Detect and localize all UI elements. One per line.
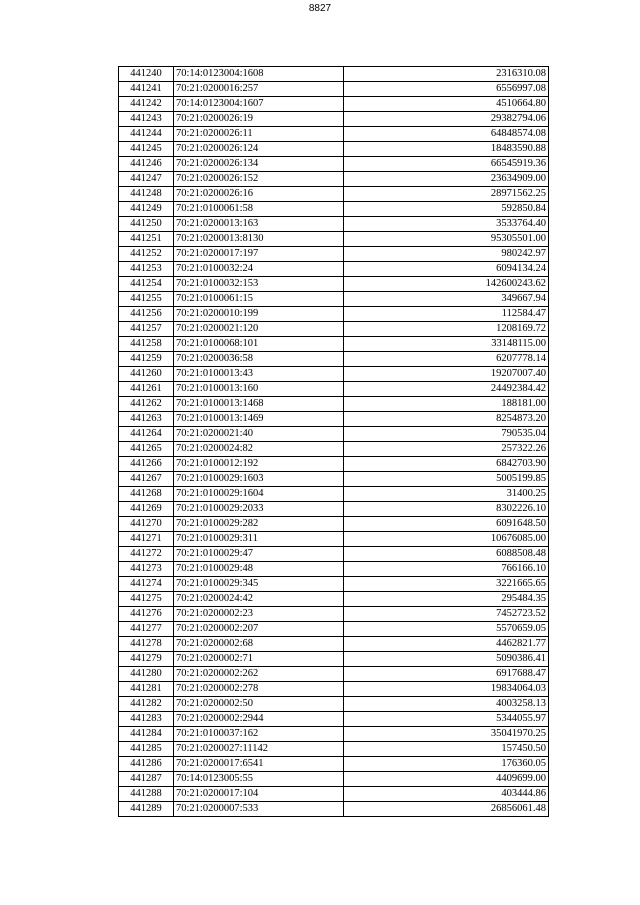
cadastral-number-cell: 70:21:0100013:43 [174,367,344,382]
row-number-cell: 441269 [119,502,174,517]
row-number-cell: 441283 [119,712,174,727]
cadastral-number-cell: 70:21:0100029:1603 [174,472,344,487]
cadastral-value-cell: 23634909.00 [344,172,549,187]
cadastral-number-cell: 70:21:0200017:104 [174,787,344,802]
row-number-cell: 441277 [119,622,174,637]
row-number-cell: 441263 [119,412,174,427]
table-row [119,127,549,142]
row-number-cell: 441245 [119,142,174,157]
table-row [119,382,549,397]
table-row [119,577,549,592]
cadastral-number-cell: 70:21:0200013:8130 [174,232,344,247]
table-row [119,712,549,727]
table-row [119,802,549,817]
row-number-cell: 441265 [119,442,174,457]
cadastral-number-cell: 70:21:0200026:124 [174,142,344,157]
cadastral-value-cell: 3221665.65 [344,577,549,592]
cadastral-value-cell: 64848574.08 [344,127,549,142]
cadastral-value-cell: 4409699.00 [344,772,549,787]
page-number: 8827 [308,3,332,14]
cadastral-number-cell: 70:21:0100029:2033 [174,502,344,517]
cadastral-value-cell: 6088508.48 [344,547,549,562]
cadastral-number-cell: 70:21:0100037:162 [174,727,344,742]
cadastral-value-cell: 4462821.77 [344,637,549,652]
table-row [119,667,549,682]
row-number-cell: 441248 [119,187,174,202]
cadastral-value-cell: 19207007.40 [344,367,549,382]
cadastral-value-cell: 112584.47 [344,307,549,322]
table-row [119,172,549,187]
cadastral-value-cell: 26856061.48 [344,802,549,817]
table-row [119,442,549,457]
cadastral-number-cell: 70:21:0100029:48 [174,562,344,577]
cadastral-value-cell: 8254873.20 [344,412,549,427]
cadastral-number-cell: 70:21:0200036:58 [174,352,344,367]
row-number-cell: 441286 [119,757,174,772]
table-row [119,562,549,577]
table-row [119,637,549,652]
cadastral-value-cell: 10676085.00 [344,532,549,547]
row-number-cell: 441249 [119,202,174,217]
cadastral-value-cell: 592850.84 [344,202,549,217]
row-number-cell: 441254 [119,277,174,292]
table-row [119,547,549,562]
cadastral-value-cell: 29382794.06 [344,112,549,127]
table-row [119,232,549,247]
cadastral-value-table [118,66,549,817]
table-row [119,67,549,82]
table-row [119,322,549,337]
row-number-cell: 441284 [119,727,174,742]
cadastral-number-cell: 70:21:0200017:6541 [174,757,344,772]
cadastral-value-cell: 95305501.00 [344,232,549,247]
row-number-cell: 441252 [119,247,174,262]
table-row [119,262,549,277]
cadastral-value-cell: 176360.05 [344,757,549,772]
table-row [119,367,549,382]
table-row [119,112,549,127]
cadastral-number-cell: 70:21:0200021:120 [174,322,344,337]
cadastral-value-cell: 5570659.05 [344,622,549,637]
cadastral-number-cell: 70:21:0100029:282 [174,517,344,532]
cadastral-number-cell: 70:21:0200002:207 [174,622,344,637]
row-number-cell: 441282 [119,697,174,712]
table-row [119,727,549,742]
table-row [119,757,549,772]
row-number-cell: 441267 [119,472,174,487]
table-row [119,427,549,442]
row-number-cell: 441262 [119,397,174,412]
row-number-cell: 441259 [119,352,174,367]
row-number-cell: 441255 [119,292,174,307]
cadastral-value-cell: 4510664.80 [344,97,549,112]
cadastral-number-cell: 70:21:0200013:163 [174,217,344,232]
row-number-cell: 441253 [119,262,174,277]
cadastral-number-cell: 70:21:0200016:257 [174,82,344,97]
cadastral-value-cell: 5344055.97 [344,712,549,727]
cadastral-number-cell: 70:21:0200017:197 [174,247,344,262]
cadastral-number-cell: 70:21:0100061:58 [174,202,344,217]
row-number-cell: 441274 [119,577,174,592]
cadastral-value-cell: 6917688.47 [344,667,549,682]
row-number-cell: 441260 [119,367,174,382]
table-row [119,292,549,307]
cadastral-value-cell: 8302226.10 [344,502,549,517]
cadastral-value-cell: 766166.10 [344,562,549,577]
cadastral-number-cell: 70:21:0200026:19 [174,112,344,127]
cadastral-value-cell: 1208169.72 [344,322,549,337]
cadastral-value-cell: 6094134.24 [344,262,549,277]
cadastral-number-cell: 70:14:0123004:1607 [174,97,344,112]
cadastral-number-cell: 70:21:0100029:345 [174,577,344,592]
cadastral-number-cell: 70:21:0100029:47 [174,547,344,562]
row-number-cell: 441241 [119,82,174,97]
row-number-cell: 441261 [119,382,174,397]
row-number-cell: 441278 [119,637,174,652]
cadastral-number-cell: 70:21:0200002:50 [174,697,344,712]
row-number-cell: 441287 [119,772,174,787]
row-number-cell: 441276 [119,607,174,622]
cadastral-number-cell: 70:21:0200007:533 [174,802,344,817]
row-number-cell: 441246 [119,157,174,172]
cadastral-value-cell: 349667.94 [344,292,549,307]
table-row [119,772,549,787]
cadastral-value-cell: 5090386.41 [344,652,549,667]
row-number-cell: 441275 [119,592,174,607]
cadastral-value-cell: 4003258.13 [344,697,549,712]
cadastral-value-cell: 6842703.90 [344,457,549,472]
row-number-cell: 441257 [119,322,174,337]
cadastral-value-cell: 19834064.03 [344,682,549,697]
cadastral-value-cell: 6556997.08 [344,82,549,97]
cadastral-number-cell: 70:21:0100061:15 [174,292,344,307]
cadastral-value-cell: 3533764.40 [344,217,549,232]
cadastral-number-cell: 70:14:0123004:1608 [174,67,344,82]
cadastral-value-cell: 7452723.52 [344,607,549,622]
cadastral-number-cell: 70:21:0100029:311 [174,532,344,547]
row-number-cell: 441243 [119,112,174,127]
row-number-cell: 441251 [119,232,174,247]
row-number-cell: 441288 [119,787,174,802]
table-row [119,217,549,232]
row-number-cell: 441258 [119,337,174,352]
table-row [119,502,549,517]
cadastral-number-cell: 70:21:0200002:2944 [174,712,344,727]
cadastral-number-cell: 70:21:0200027:11142 [174,742,344,757]
cadastral-value-cell: 257322.26 [344,442,549,457]
cadastral-value-cell: 5005199.85 [344,472,549,487]
cadastral-value-cell: 6091648.50 [344,517,549,532]
cadastral-value-cell: 33148115.00 [344,337,549,352]
row-number-cell: 441247 [119,172,174,187]
cadastral-number-cell: 70:21:0100032:153 [174,277,344,292]
table-row [119,97,549,112]
row-number-cell: 441256 [119,307,174,322]
cadastral-value-cell: 31400.25 [344,487,549,502]
cadastral-value-cell: 2316310.08 [344,67,549,82]
cadastral-number-cell: 70:21:0200002:68 [174,637,344,652]
cadastral-number-cell: 70:21:0200026:152 [174,172,344,187]
table-row [119,592,549,607]
row-number-cell: 441271 [119,532,174,547]
cadastral-number-cell: 70:21:0100029:1604 [174,487,344,502]
cadastral-number-cell: 70:21:0100012:192 [174,457,344,472]
table-row [119,532,549,547]
row-number-cell: 441280 [119,667,174,682]
cadastral-number-cell: 70:21:0200026:16 [174,187,344,202]
cadastral-number-cell: 70:21:0200002:262 [174,667,344,682]
cadastral-number-cell: 70:14:0123005:55 [174,772,344,787]
table-body [119,67,549,817]
cadastral-number-cell: 70:21:0100068:101 [174,337,344,352]
row-number-cell: 441270 [119,517,174,532]
row-number-cell: 441279 [119,652,174,667]
cadastral-value-cell: 6207778.14 [344,352,549,367]
table-row [119,247,549,262]
row-number-cell: 441268 [119,487,174,502]
cadastral-value-cell: 35041970.25 [344,727,549,742]
cadastral-value-cell: 790535.04 [344,427,549,442]
table-row [119,742,549,757]
cadastral-number-cell: 70:21:0200002:278 [174,682,344,697]
table-row [119,622,549,637]
cadastral-number-cell: 70:21:0200026:11 [174,127,344,142]
table-row [119,337,549,352]
cadastral-value-cell: 142600243.62 [344,277,549,292]
cadastral-number-cell: 70:21:0100013:160 [174,382,344,397]
cadastral-value-cell: 18483590.88 [344,142,549,157]
row-number-cell: 441289 [119,802,174,817]
table-row [119,697,549,712]
cadastral-number-cell: 70:21:0200002:23 [174,607,344,622]
table-row [119,412,549,427]
table-row [119,277,549,292]
cadastral-number-cell: 70:21:0200010:199 [174,307,344,322]
table-row [119,157,549,172]
cadastral-number-cell: 70:21:0200026:134 [174,157,344,172]
cadastral-value-cell: 188181.00 [344,397,549,412]
table-row [119,487,549,502]
row-number-cell: 441244 [119,127,174,142]
cadastral-value-cell: 295484.35 [344,592,549,607]
cadastral-value-cell: 66545919.36 [344,157,549,172]
row-number-cell: 441264 [119,427,174,442]
table-row [119,82,549,97]
table-row [119,397,549,412]
cadastral-value-cell: 157450.50 [344,742,549,757]
row-number-cell: 441242 [119,97,174,112]
row-number-cell: 441240 [119,67,174,82]
table-row [119,202,549,217]
table-row [119,517,549,532]
table-row [119,187,549,202]
row-number-cell: 441250 [119,217,174,232]
cadastral-value-cell: 24492384.42 [344,382,549,397]
cadastral-number-cell: 70:21:0100013:1469 [174,412,344,427]
table-row [119,307,549,322]
table-row [119,607,549,622]
cadastral-number-cell: 70:21:0200021:40 [174,427,344,442]
table-row [119,142,549,157]
table-row [119,457,549,472]
table-row [119,352,549,367]
cadastral-number-cell: 70:21:0200002:71 [174,652,344,667]
cadastral-number-cell: 70:21:0200024:82 [174,442,344,457]
cadastral-number-cell: 70:21:0100013:1468 [174,397,344,412]
cadastral-value-cell: 980242.97 [344,247,549,262]
row-number-cell: 441272 [119,547,174,562]
cadastral-number-cell: 70:21:0100032:24 [174,262,344,277]
cadastral-value-cell: 28971562.25 [344,187,549,202]
table-row [119,472,549,487]
row-number-cell: 441266 [119,457,174,472]
cadastral-value-cell: 403444.86 [344,787,549,802]
cadastral-number-cell: 70:21:0200024:42 [174,592,344,607]
row-number-cell: 441281 [119,682,174,697]
row-number-cell: 441285 [119,742,174,757]
table-row [119,787,549,802]
table-row [119,682,549,697]
table-row [119,652,549,667]
row-number-cell: 441273 [119,562,174,577]
